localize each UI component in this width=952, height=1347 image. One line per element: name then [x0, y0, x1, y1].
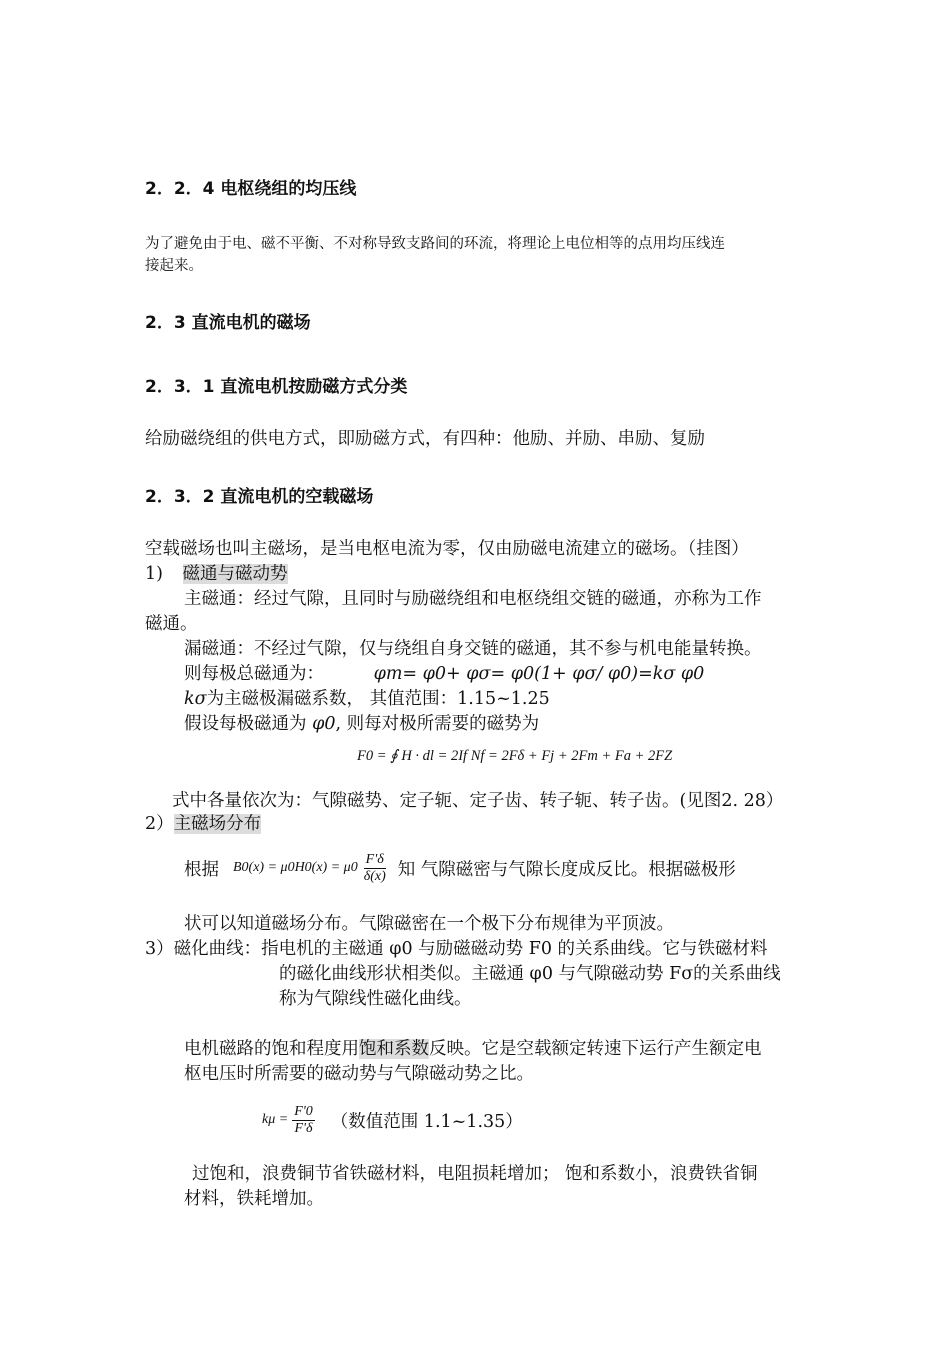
mmf-equation: F0 = ∮ H · dl = 2If Nf = 2Fδ + Fj + 2Fm + Fa + 2FZ [357, 748, 673, 764]
fraction-numerator: F'δ [365, 852, 384, 868]
k-sigma-symbol: kσ [184, 689, 207, 709]
main-flux-line1: 主磁通：经过气隙，且同时与励磁绕组和电枢绕组交链的磁通，亦称为工作 [184, 589, 762, 609]
oversaturation-line1: 过饱和，浪费铜节省铁磁材料，电阻损耗增加； 饱和系数小，浪费铁省铜 [192, 1164, 758, 1184]
heading-2-3-2: 2．3．2 直流电机的空载磁场 [145, 487, 374, 507]
leakage-flux-text: 漏磁通：不经过气隙，仅与绕组自身交链的磁通，其不参与机电能量转换。 [184, 639, 762, 659]
oversaturation-line2: 材料，铁耗增加。 [184, 1189, 324, 1209]
main-flux-line2: 磁通。 [145, 614, 198, 634]
total-flux-label: 则每极总磁通为： [184, 664, 324, 684]
k-mu-left: kμ = [262, 1112, 289, 1127]
assume-phi: φ0 [312, 714, 336, 734]
saturation-line2: 枢电压时所需要的磁动势与气隙磁动势之比。 [184, 1064, 534, 1084]
basis-label: 根据 [184, 859, 219, 880]
k-mu-range: （数值范围 1.1~1.35） [330, 1111, 523, 1132]
basis-text: 知 气隙磁密与气隙长度成反比。根据磁极形 [397, 859, 736, 880]
assume-text-b: , 则每对极所需要的磁势为 [335, 714, 540, 734]
paragraph-equalizer-line2: 接起来。 [145, 258, 203, 274]
saturation-text-b: 反映。它是空载额定转速下运行产生额定电 [429, 1039, 762, 1059]
list-number: 1) [145, 564, 163, 584]
flux-density-line [184, 845, 736, 891]
fraction-denominator: F'δ [294, 1120, 313, 1136]
saturation-line1 [184, 1035, 762, 1060]
magnetization-curve-line3: 称为气隙线性磁化曲线。 [279, 989, 472, 1009]
list-item-2 [145, 810, 261, 835]
list-item-title: 主磁场分布 [173, 814, 262, 834]
paragraph-equalizer-line1: 为了避免由于电、磁不平衡、不对称导致支路间的环流，将理论上电位相等的点用均压线连 [145, 236, 725, 252]
leakage-coefficient-line [184, 685, 550, 710]
flux-density-fraction [362, 852, 388, 884]
flux-density-equation: B0(x) = μ0H0(x) = μ0 [233, 860, 358, 875]
list-item-1 [145, 560, 288, 585]
list-item-title: 磁通与磁动势 [182, 564, 288, 584]
assume-text-a: 假设每极磁通为 [184, 714, 307, 734]
paragraph-excitation-types: 给励磁绕组的供电方式，即励磁方式，有四种：他励、并励、串励、复励 [145, 429, 705, 449]
mmf-terms-text: 式中各量依次为：气隙磁势、定子轭、定子齿、转子轭、转子齿。(见图2. 28） [172, 791, 784, 811]
total-flux-equation: φm= φ0+ φσ= φ0(1+ φσ/ φ0)=kσ φ0 [373, 664, 705, 684]
magnetization-curve-line2: 的磁化曲线形状相类似。主磁通 φ0 与气隙磁动势 Fσ的关系曲线 [279, 964, 781, 984]
saturation-coefficient-term: 饱和系数 [359, 1039, 429, 1059]
fraction-denominator: δ(x) [363, 868, 386, 884]
saturation-text-a: 电机磁路的饱和程度用 [184, 1039, 359, 1059]
assume-flux-line [184, 710, 539, 735]
list-number: 2） [145, 814, 174, 834]
saturation-coefficient-formula [262, 1097, 523, 1143]
heading-2-3-1: 2．3．1 直流电机按励磁方式分类 [145, 377, 408, 397]
paragraph-no-load-field: 空载磁场也叫主磁场，是当电枢电流为零，仅由励磁电流建立的磁场。（挂图） [145, 539, 749, 559]
fraction-numerator: F'0 [294, 1104, 313, 1120]
magnetization-curve-line1: 3）磁化曲线：指电机的主磁通 φ0 与励磁磁动势 F0 的关系曲线。它与铁磁材料 [145, 939, 768, 959]
heading-2-2-4: 2．2．4 电枢绕组的均压线 [145, 179, 357, 199]
total-flux-line [184, 660, 704, 685]
field-shape-text: 状可以知道磁场分布。气隙磁密在一个极下分布规律为平顶波。 [184, 914, 674, 934]
leakage-coefficient-text: 为主磁极漏磁系数， 其值范围：1.15~1.25 [206, 689, 550, 709]
heading-2-3: 2．3 直流电机的磁场 [145, 313, 311, 333]
k-mu-fraction [292, 1104, 315, 1136]
